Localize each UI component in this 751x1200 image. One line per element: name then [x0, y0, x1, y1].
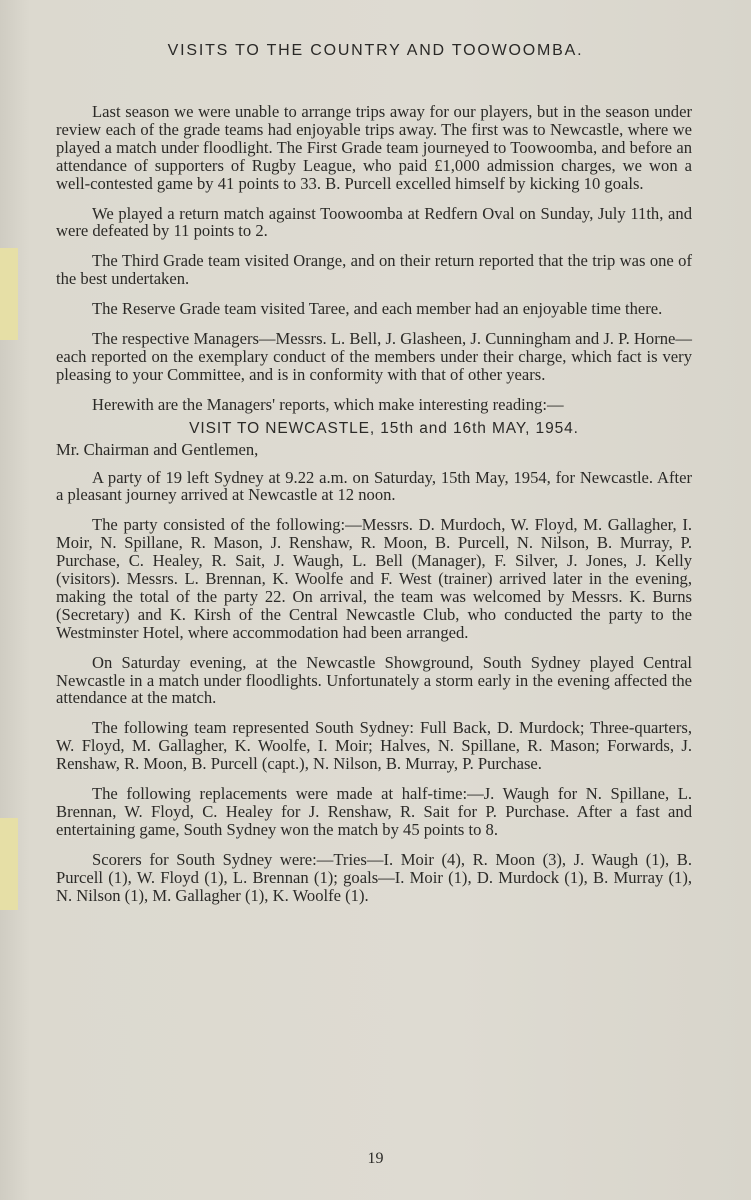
paragraph: The respective Managers—Messrs. L. Bell, J. Glasheen, J. Cunningham and J. P. Horne—each reported on the exemplary conduct of the members under their charge, which fact is very pleasing to your Committee, and is in conformity with that of other years.: [56, 329, 692, 384]
document-body: [56, 103, 692, 917]
paragraph: We played a return match against Toowoomba at Redfern Oval on Sunday, July 11th, and were defeated by 11 points to 2.: [56, 203, 692, 241]
paragraph: The following team represented South Sydney: Full Back, D. Murdock; Three-quarters, W. Floyd, M. Gallagher, K. Woolfe, I. Moir; Halves, N. Spillane, R. Mason; Forwards, J. Renshaw, R. Moon, B. Purcell (capt.), N. Nilson, B. Murray, P. Purchase.: [56, 718, 692, 774]
paragraph: Last season we were unable to arrange trips away for our players, but in the season under review each of the grade teams had enjoyable trips away. The first was to Newcastle, where we played a match under floodlight. The First Grade team journeyed to Toowoomba, and before an attendance of supporters of Rugby League, who paid £1,000 admission charges, we won a well-contested game by 41 points to 33. B. Purcell excelled himself by kicking 10 goals.: [56, 102, 692, 193]
paragraph: The Third Grade team visited Orange, and on their return reported that the trip was one of the best undertaken.: [56, 251, 692, 289]
paragraph: The party consisted of the following:—Messrs. D. Murdoch, W. Floyd, M. Gallagher, I. Moir, N. Spillane, R. Mason, J. Renshaw, R. Moon, B. Purcell, N. Nilson, B. Murray, P. Purchase, C. Healey, R. Sait, J. Waugh, L. Bell (Manager), F. Silver, J. Jones, J. Kelly (visitors). Messrs. L. Brennan, K. Woolfe and F. West (trainer) arrived later in the evening, making the total of the party 22. On arrival, the team was welcomed by Messrs. K. Burns (Secretary) and K. Kirsh of the Central Newcastle Club, who conducted the party to the Westminster Hotel, where accommodation had been arranged.: [56, 515, 692, 642]
page-tab-marker: [0, 818, 18, 910]
paragraph: The following replacements were made at half-time:—J. Waugh for N. Spillane, L. Brennan, W. Floyd, C. Healey for J. Renshaw, R. Sait for P. Purchase. After a fast and entertaining game, South Sydney won the match by 45 points to 8.: [56, 784, 692, 839]
section-subheading: VISIT TO NEWCASTLE, 15th and 16th MAY, 1954.: [189, 419, 579, 437]
paragraph: Herewith are the Managers' reports, which make interesting reading:—: [92, 394, 564, 414]
page-number: 19: [367, 1150, 384, 1167]
page-heading: VISITS TO THE COUNTRY AND TOOWOOMBA.: [167, 42, 584, 59]
paragraph: Scorers for South Sydney were:—Tries—I. Moir (4), R. Moon (3), J. Waugh (1), B. Purcell (1), W. Floyd (1), L. Brennan (1); goals—I. Moir (1), D. Murdock (1), B. Murray (1), N. Nilson (1), M. Gallagher (1), K. Woolfe (1).: [56, 849, 692, 905]
paragraph: A party of 19 left Sydney at 9.22 a.m. on Saturday, 15th May, 1954, for Newcastle. After a pleasant journey arrived at Newcastle at 12 noon.: [56, 467, 692, 505]
salutation: Mr. Chairman and Gentlemen,: [56, 439, 259, 459]
page-tab-marker: [0, 248, 18, 340]
paragraph: The Reserve Grade team visited Taree, and each member had an enjoyable time there.: [92, 299, 663, 319]
paragraph: On Saturday evening, at the Newcastle Showground, South Sydney played Central Newcastle in a match under floodlights. Unfortunately a storm early in the evening affected the attendance at the match.: [56, 652, 692, 708]
